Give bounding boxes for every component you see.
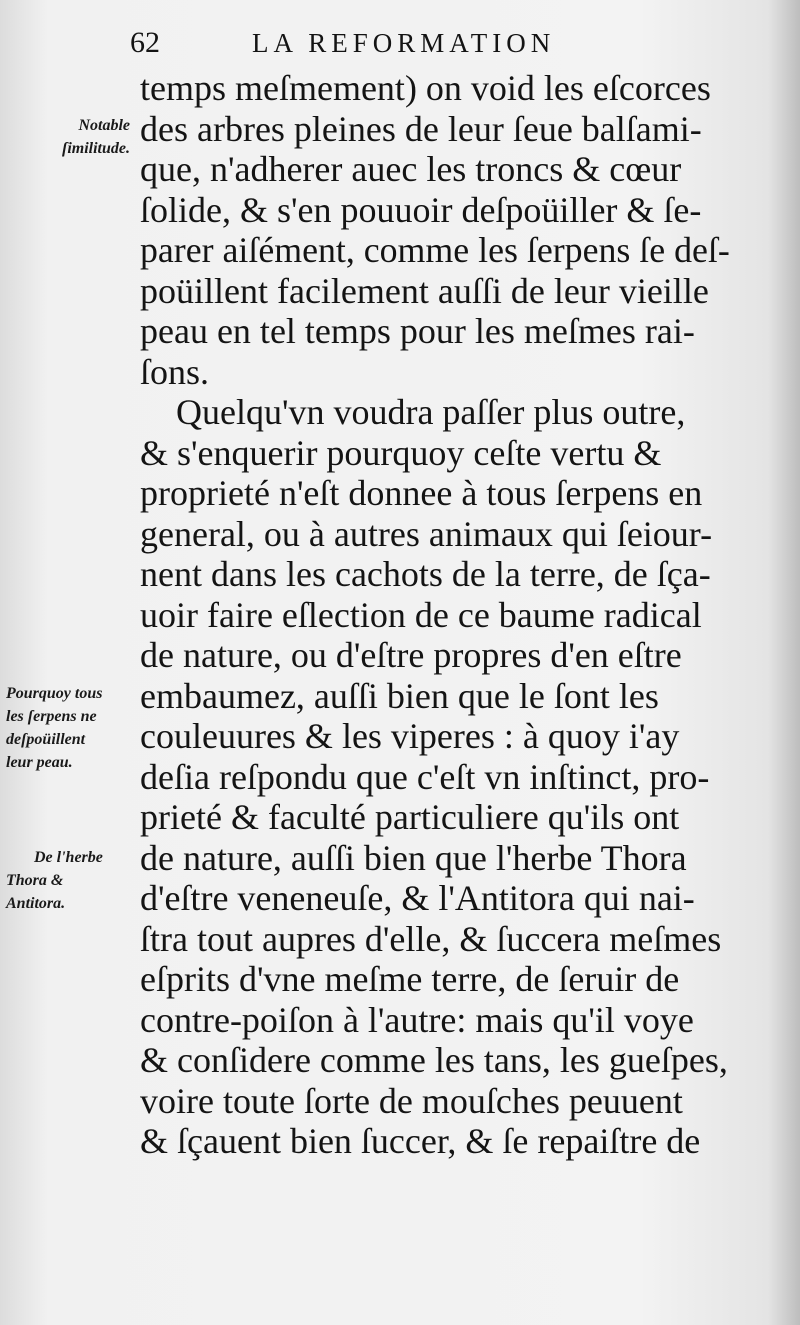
margin-note-line: De l'herbe — [34, 849, 103, 866]
text-line: que, n'adherer auec les troncs & cœur — [140, 149, 682, 189]
margin-note-line: Thora & — [6, 872, 64, 889]
text-line: & ſçauent bien ſuccer, & ſe repaiſtre de — [140, 1121, 701, 1161]
margin-note-line: Pourquoy tous — [6, 685, 103, 702]
text-line: contre-poiſon à l'autre: mais qu'il voye — [140, 999, 694, 1040]
body-text — [140, 68, 730, 1162]
text-line: deſia reſpondu que c'eſt vn inſtinct, pro- — [140, 756, 710, 797]
text-line: general, ou à autres animaux qui ſeiour- — [140, 513, 713, 554]
margin-note-line: Notable — [78, 117, 130, 134]
margin-note-line: leur peau. — [6, 754, 73, 771]
text-line: d'eſtre veneneuſe, & l'Antitora qui nai- — [140, 878, 695, 918]
margin-note-line: deſpoüillent — [6, 731, 86, 748]
text-line: & s'enquerir pourquoy ceſte vertu & — [140, 432, 662, 473]
margin-note-similitude — [6, 114, 130, 160]
text-line: parer aiſément, comme les ſerpens ſe deſ- — [140, 230, 730, 270]
page-number: 62 — [130, 26, 160, 59]
text-line: ſtra tout aupres d'elle, & ſuccera meſmes — [140, 918, 722, 959]
page-header — [130, 26, 590, 66]
text-line: ſons. — [140, 351, 210, 392]
running-title: LA REFORMATION — [252, 28, 556, 58]
text-line: ſolide, & s'en pouuoir deſpoüiller & ſe- — [140, 189, 702, 230]
text-line: embaumez, auſſi bien que le ſont les — [140, 675, 659, 716]
text-line: des arbres pleines de leur ſeue balſami- — [140, 108, 702, 149]
paragraph-start-line: Quelqu'vn voudra paſſer plus outre, — [176, 392, 686, 432]
text-line: de nature, ou d'eſtre propres d'en eſtre — [140, 635, 682, 675]
margin-note-line: les ſerpens ne — [6, 708, 97, 725]
text-line: de nature, auſſi bien que l'herbe Thora — [140, 837, 687, 878]
margin-note-thora — [6, 846, 138, 915]
text-line: peau en tel temps pour les meſmes rai- — [140, 311, 695, 351]
text-line: eſprits d'vne meſme terre, de ſeruir de — [140, 959, 680, 999]
text-line: poüillent facilement auſſi de leur vieille — [140, 270, 709, 311]
text-line: prieté & faculté particuliere qu'ils ont — [140, 797, 680, 837]
text-line: nent dans les cachots de la terre, de ſça- — [140, 554, 711, 594]
text-line: voire toute ſorte de mouſches peuuent — [140, 1080, 683, 1121]
text-line: couleuures & les viperes : à quoy i'ay — [140, 716, 680, 756]
text-line: uoir faire eſlection de ce baume radical — [140, 594, 702, 635]
text-line: temps meſmement) on void les eſcorces — [140, 68, 711, 108]
margin-note-line: ſimilitude. — [62, 140, 130, 157]
text-line: & conſidere comme les tans, les gueſpes, — [140, 1040, 728, 1080]
text-line: proprieté n'eſt donnee à tous ſerpens en — [140, 473, 703, 513]
margin-note-line: Antitora. — [6, 895, 66, 912]
margin-note-serpents — [6, 682, 138, 774]
